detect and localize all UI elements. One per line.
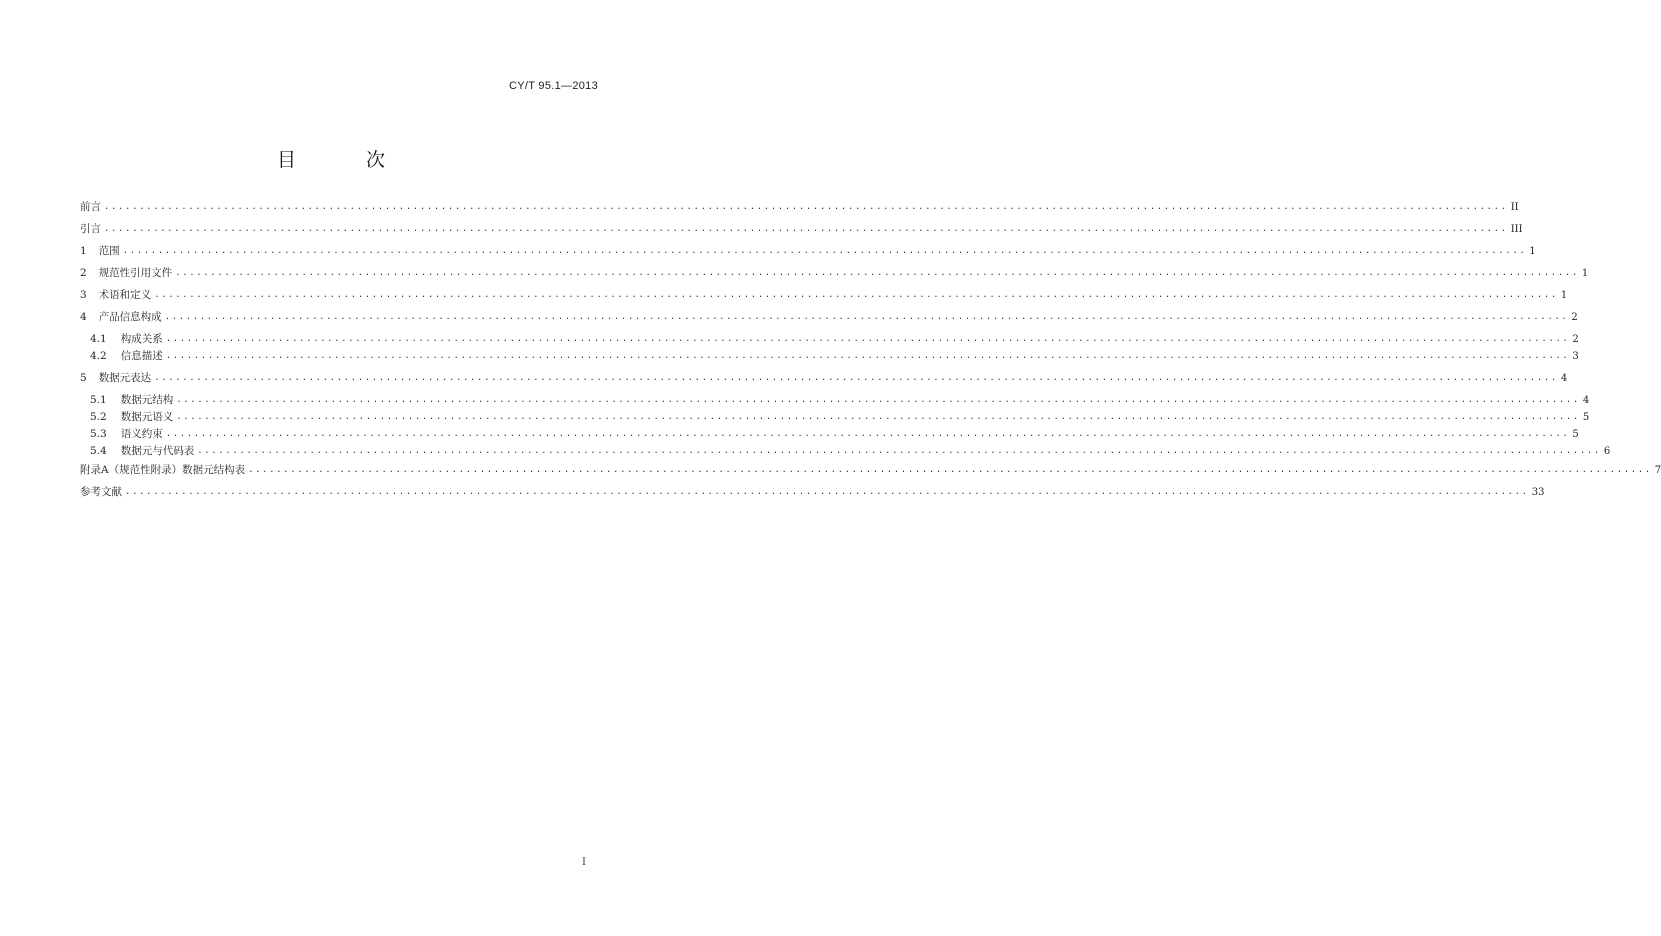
toc-entry-label: 构成关系 [120, 333, 163, 345]
dot-leader: ........................................................................................................................................................................................................ [164, 312, 1569, 322]
dot-leader: ........................................................................................................................................................................................................ [176, 412, 1580, 422]
toc-entry-number: 4 [80, 311, 87, 323]
toc-entry[interactable] [80, 332, 1579, 347]
toc-entry-number: 4.2 [90, 350, 107, 362]
toc-entry-number: 2 [80, 267, 87, 279]
toc-entry-page: 1 [1581, 268, 1589, 279]
toc-entry-page: 4 [1582, 395, 1590, 406]
toc-entry[interactable] [80, 222, 1523, 237]
toc-entry-page: 33 [1531, 487, 1545, 498]
dot-leader: ........................................................................................................................................................................................................ [154, 290, 1558, 300]
toc-entry-page: III [1510, 224, 1523, 235]
toc-entry-label: 附录A（规范性附录）数据元结构表 [80, 464, 246, 476]
toc-entry-page: 5 [1572, 429, 1579, 440]
page-title: 目 次 [276, 149, 418, 171]
toc-entry-number: 5.4 [90, 445, 107, 457]
dot-leader: ........................................................................................................................................................................................................ [104, 202, 1508, 212]
toc-entry-number: 5 [80, 372, 87, 384]
toc-entry-number: 5.1 [90, 394, 107, 406]
toc-entry-label: 语义约束 [120, 428, 163, 440]
dot-leader: ........................................................................................................................................................................................................ [175, 268, 1579, 278]
standard-code: CY/T 95.1—2013 [509, 80, 598, 92]
toc-entry-number: 5.3 [90, 428, 107, 440]
toc-entry[interactable] [80, 244, 1536, 259]
toc-entry-label: 术语和定义 [98, 289, 152, 301]
dot-leader: ........................................................................................................................................................................................................ [154, 373, 1558, 383]
toc-entry-label: 数据元结构 [120, 394, 174, 406]
toc-entry-label: 数据元与代码表 [120, 445, 195, 457]
dot-leader: ........................................................................................................................................................................................................ [197, 446, 1601, 456]
dot-leader: ........................................................................................................................................................................................................ [165, 429, 1570, 439]
toc-entry-page: 1 [1529, 246, 1536, 257]
toc-entry-page: 1 [1560, 290, 1568, 301]
toc-entry[interactable] [80, 266, 1589, 281]
toc-entry-number: 5.2 [90, 411, 107, 423]
toc-entry-page: 7 [1654, 465, 1661, 476]
toc-entry[interactable] [80, 463, 1661, 478]
toc-entry-label: 数据元语义 [120, 411, 174, 423]
dot-leader: ........................................................................................................................................................................................................ [248, 465, 1652, 475]
toc-entry-page: 2 [1571, 312, 1578, 323]
dot-leader: ........................................................................................................................................................................................................ [165, 351, 1570, 361]
toc-entry-page: 3 [1572, 351, 1579, 362]
dot-leader: ........................................................................................................................................................................................................ [125, 487, 1529, 497]
toc-entry-number: 3 [80, 289, 87, 301]
table-of-contents [80, 200, 1661, 500]
toc-entry-label: 前言 [80, 201, 101, 213]
toc-entry-label: 信息描述 [120, 350, 163, 362]
toc-entry-label: 产品信息构成 [98, 311, 162, 323]
dot-leader: ........................................................................................................................................................................................................ [104, 224, 1508, 234]
toc-entry-number: 1 [80, 245, 87, 257]
toc-entry[interactable] [80, 427, 1579, 442]
toc-entry[interactable] [80, 200, 1519, 215]
toc-entry[interactable] [80, 393, 1590, 408]
toc-entry-page: 2 [1572, 334, 1579, 345]
toc-entry[interactable] [80, 349, 1579, 364]
toc-entry-page: II [1510, 202, 1519, 213]
toc-entry-label: 引言 [80, 223, 101, 235]
toc-entry-label: 范围 [98, 245, 120, 257]
toc-entry-page: 5 [1582, 412, 1590, 423]
toc-entry-label: 参考文献 [80, 486, 122, 498]
toc-entry-page: 6 [1603, 446, 1611, 457]
toc-entry[interactable] [80, 444, 1611, 459]
page-number: I [582, 857, 586, 868]
toc-entry[interactable] [80, 371, 1568, 386]
toc-entry-label: 数据元表达 [98, 372, 152, 384]
toc-entry[interactable] [80, 410, 1590, 425]
toc-entry-page: 4 [1560, 373, 1568, 384]
toc-entry-label: 规范性引用文件 [98, 267, 173, 279]
dot-leader: ........................................................................................................................................................................................................ [176, 395, 1580, 405]
toc-entry[interactable] [80, 485, 1545, 500]
toc-entry[interactable] [80, 288, 1568, 303]
dot-leader: ........................................................................................................................................................................................................ [122, 246, 1527, 256]
toc-entry[interactable] [80, 310, 1578, 325]
toc-entry-number: 4.1 [90, 333, 107, 345]
dot-leader: ........................................................................................................................................................................................................ [165, 334, 1570, 344]
